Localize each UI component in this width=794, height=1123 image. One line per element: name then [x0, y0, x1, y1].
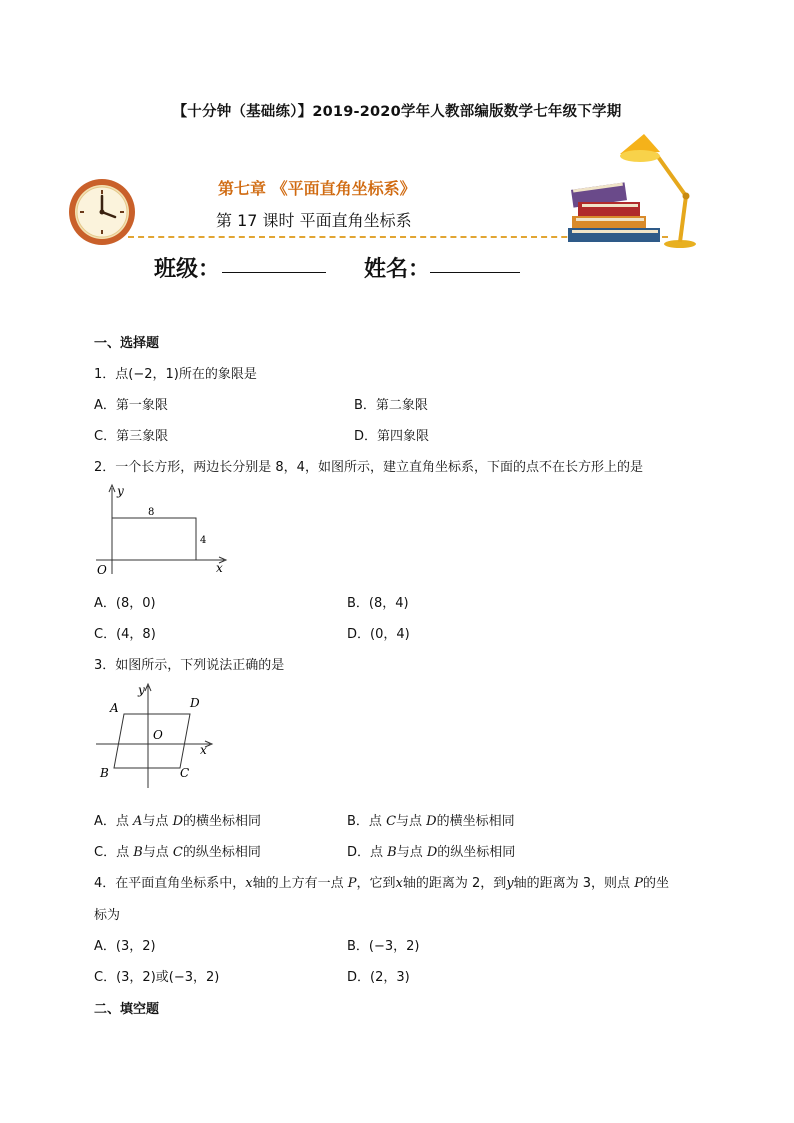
question-1-option-d[interactable]: D．第四象限: [354, 429, 430, 444]
lesson-heading: 第 17 课时 平面直角坐标系: [216, 211, 412, 230]
chapter-heading: 第七章 《平面直角坐标系》: [218, 179, 416, 198]
point-name: A: [133, 814, 143, 829]
text: 4．在平面直角坐标系中，: [94, 876, 246, 891]
text: D．点: [347, 845, 388, 860]
q2-fig-side-length: 4: [200, 535, 207, 546]
question-2-figure: [92, 482, 232, 578]
question-2-option-d[interactable]: D．(0，4): [347, 627, 410, 642]
text: 的横坐标相同: [436, 814, 515, 829]
point-name: C: [172, 845, 183, 860]
q3-fig-point-c: C: [180, 766, 190, 780]
q3-fig-point-a: A: [110, 701, 119, 715]
question-4-option-c[interactable]: C．(3，2)或(−3，2): [94, 970, 220, 985]
q3-fig-y-label: y: [138, 683, 145, 697]
point-name: B: [387, 845, 397, 860]
question-1-option-b[interactable]: B．第二象限: [354, 398, 428, 413]
q3-fig-point-d: D: [190, 696, 200, 710]
text: 与点: [142, 814, 173, 829]
section-heading-fill-in: 二、填空题: [94, 1002, 160, 1017]
q3-fig-point-b: B: [100, 766, 109, 780]
name-label: 姓名：: [364, 257, 431, 282]
q3-fig-origin-label: O: [153, 728, 163, 742]
var: P: [634, 876, 643, 891]
text: 轴的上方有一点: [252, 876, 348, 891]
question-1-stem: 1．点(−2，1)所在的象限是: [94, 367, 257, 382]
question-3-option-c[interactable]: [94, 841, 261, 860]
text: B．点: [347, 814, 387, 829]
var: y: [506, 876, 514, 891]
class-blank[interactable]: [222, 272, 326, 273]
section-heading-choice: 一、选择题: [94, 336, 160, 351]
text: 的纵坐标相同: [182, 845, 261, 860]
text: 的坐: [642, 876, 669, 891]
text: 与点: [396, 814, 427, 829]
document-title: 【十分钟（基础练）】2019-2020学年人教部编版数学七年级下学期: [172, 104, 622, 120]
question-2-option-c[interactable]: C．(4，8): [94, 627, 156, 642]
text: 与点: [396, 845, 427, 860]
text: 的横坐标相同: [183, 814, 262, 829]
question-4-option-a[interactable]: A．(3，2): [94, 939, 156, 954]
question-3-option-a[interactable]: [94, 810, 261, 829]
text: 的纵坐标相同: [437, 845, 516, 860]
text: C．点: [94, 845, 134, 860]
text: 轴的距离为 3，则点: [513, 876, 635, 891]
question-4-option-b[interactable]: B．(−3，2): [347, 939, 420, 954]
question-2-option-a[interactable]: A．(8，0): [94, 596, 156, 611]
point-name: D: [172, 814, 183, 829]
question-4-stem-line-2: 标为: [94, 908, 121, 923]
question-4-option-d[interactable]: D．(2，3): [347, 970, 410, 985]
text: A．点: [94, 814, 134, 829]
question-2-option-b[interactable]: B．(8，4): [347, 596, 409, 611]
q2-fig-origin-label: O: [97, 563, 107, 577]
question-2-stem: 2．一个长方形，两边长分别是 8，4，如图所示，建立直角坐标系，下面的点不在长方形上的是: [94, 460, 643, 475]
text: ，它到: [356, 876, 396, 891]
var: P: [347, 876, 357, 891]
q3-fig-x-label: x: [200, 743, 207, 757]
name-blank[interactable]: [430, 272, 520, 273]
var: x: [395, 876, 403, 891]
point-name: B: [133, 845, 143, 860]
books-lamp-icon: [560, 128, 706, 250]
text: 与点: [142, 845, 173, 860]
question-1-option-a[interactable]: A．第一象限: [94, 398, 168, 413]
question-1-option-c[interactable]: C．第三象限: [94, 429, 169, 444]
question-3-option-b[interactable]: [347, 810, 515, 829]
var: x: [245, 876, 253, 891]
question-3-figure: [92, 680, 222, 792]
q2-fig-x-label: x: [216, 561, 223, 575]
question-3-stem: 3．如图所示，下列说法正确的是: [94, 658, 285, 673]
question-3-option-d[interactable]: [347, 841, 515, 860]
q2-fig-top-length: 8: [148, 507, 155, 518]
text: 轴的距离为 2，到: [402, 876, 507, 891]
class-label: 班级：: [154, 257, 221, 282]
point-name: C: [386, 814, 397, 829]
point-name: D: [426, 814, 437, 829]
point-name: D: [426, 845, 438, 860]
question-4-stem: [94, 872, 669, 891]
q2-fig-y-label: y: [117, 484, 124, 498]
